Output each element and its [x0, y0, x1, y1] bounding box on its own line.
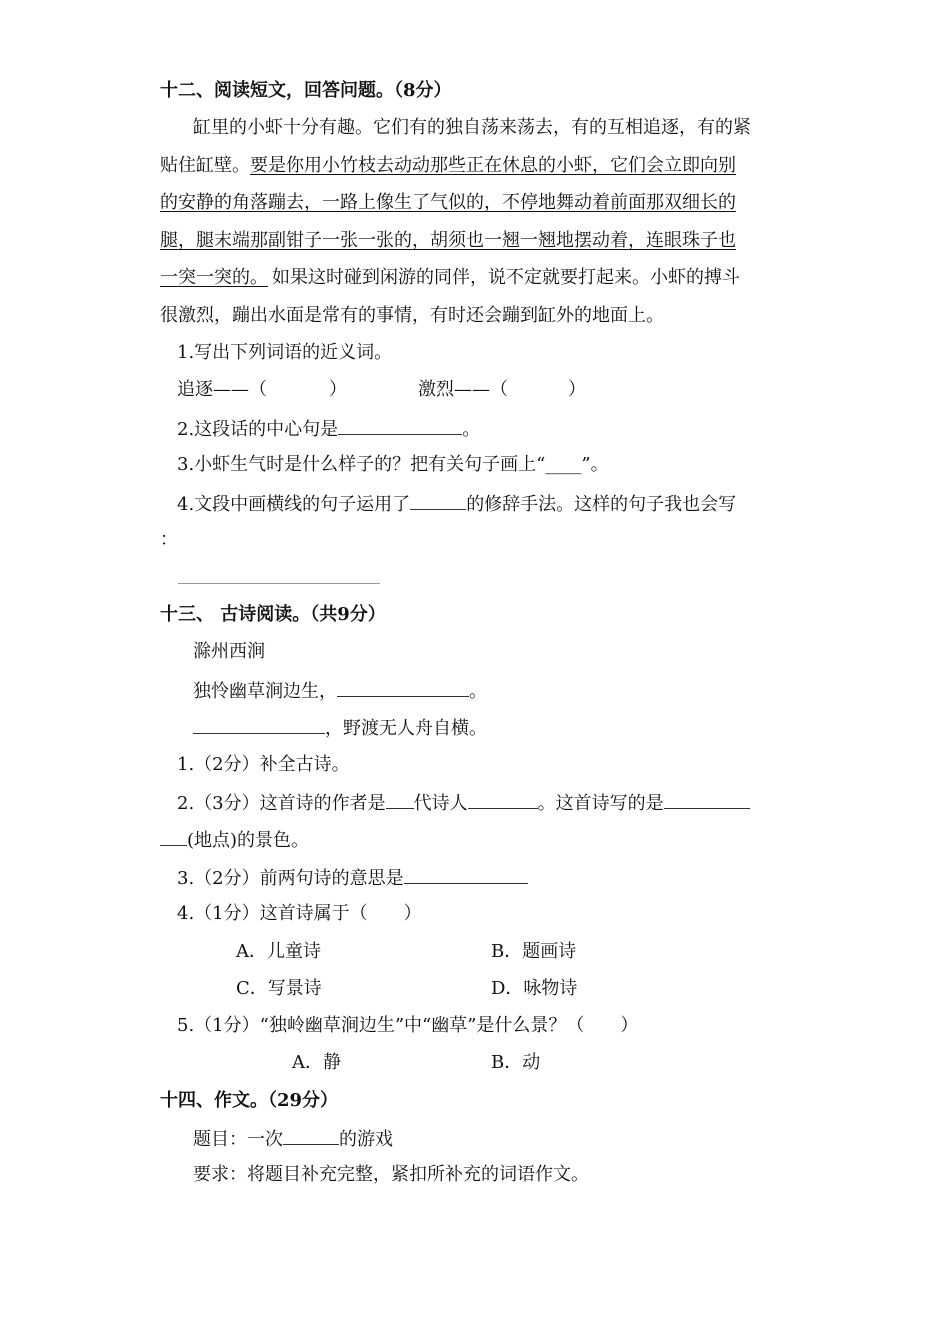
option-b-dynamic[interactable]: B．动 — [491, 1052, 541, 1073]
passage-line-4: 腿，腿末端那副钳子一张一张的，胡须也一翘一翘地摆动着，连眼珠子也 — [160, 230, 736, 251]
section-12-heading: 十二、阅读短文，回答问题。（8分） — [160, 80, 452, 101]
poem-line-1: 独怜幽草涧边生， 。 — [193, 681, 487, 702]
passage-line-2: 贴住缸壁。要是你用小竹枝去动动那些正在休息的小虾，它们会立即向别 — [160, 155, 736, 176]
option-a-static[interactable]: A．静 — [292, 1052, 341, 1073]
passage-line-1: 缸里的小虾十分有趣。它们有的独自荡来荡去，有的互相追逐，有的紧 — [193, 117, 751, 138]
section-13-heading: 十三、 古诗阅读。（共9分） — [160, 604, 386, 625]
answer-blank[interactable] — [283, 1127, 339, 1145]
question-13-2-cont: (地点)的景色。 — [160, 828, 309, 852]
question-12-2: 2.这段话的中心句是 。 — [177, 419, 481, 440]
underlined-sentence-end: 一突一突的。 — [160, 267, 268, 288]
answer-blank[interactable] — [338, 417, 462, 435]
poem-title: 滁州西涧 — [193, 641, 265, 662]
answer-blank[interactable] — [386, 791, 414, 809]
option-a[interactable]: A．儿童诗 — [236, 941, 321, 962]
question-12-1-word-1: 追逐——（ ） — [177, 379, 347, 400]
answer-blank[interactable] — [404, 866, 528, 884]
answer-blank[interactable] — [337, 679, 469, 697]
question-12-4-colon: ： — [160, 529, 178, 550]
passage-line-6: 很激烈，蹦出水面是常有的事情，有时还会蹦到缸外的地面上。 — [160, 305, 664, 326]
section-14-heading: 十四、作文。（29分） — [160, 1090, 339, 1111]
answer-blank[interactable] — [410, 492, 466, 510]
answer-line[interactable] — [178, 583, 380, 584]
question-12-1: 1.写出下列词语的近义词。 — [177, 342, 393, 363]
option-d[interactable]: D．咏物诗 — [491, 978, 578, 999]
answer-blank[interactable] — [468, 791, 538, 809]
question-13-1: 1.（2分）补全古诗。 — [177, 754, 350, 775]
question-13-3: 3.（2分）前两句诗的意思是 — [177, 866, 528, 890]
question-12-3: 3.小虾生气时是什么样子的？把有关句子画上“____”。 — [177, 454, 609, 475]
passage-line-5: 一突一突的。 如果这时碰到闲游的同伴，说不定就要打起来。小虾的搏斗 — [160, 267, 740, 288]
question-12-4: 4.文段中画横线的句子运用了 的修辞手法。这样的句子我也会写 — [177, 494, 737, 515]
option-c[interactable]: C．写景诗 — [236, 978, 322, 999]
answer-blank[interactable] — [160, 828, 187, 846]
question-12-1-word-2: 激烈——（ ） — [418, 379, 586, 400]
option-b[interactable]: B．题画诗 — [491, 941, 577, 962]
essay-requirement: 要求：将题目补充完整，紧扣所补充的词语作文。 — [193, 1164, 589, 1185]
answer-blank[interactable] — [193, 716, 325, 734]
underlined-sentence-start: 要是你用小竹枝去动动那些正在休息的小虾，它们会立即向别 — [250, 155, 736, 176]
question-13-4: 4.（1分）这首诗属于（ ） — [177, 903, 422, 924]
question-13-2: 2.（3分）这首诗的作者是 代诗人 。这首诗写的是 — [177, 791, 750, 815]
poem-line-2: ，野渡无人舟自横。 — [193, 716, 487, 740]
essay-topic: 题目：一次 的游戏 — [193, 1129, 393, 1150]
answer-blank[interactable] — [664, 791, 750, 809]
question-13-5: 5.（1分）“独岭幽草涧边生”中“幽草”是什么景？（ ） — [177, 1015, 639, 1036]
passage-line-3: 的安静的角落蹦去，一路上像生了气似的，不停地舞动着前面那双细长的 — [160, 192, 736, 213]
